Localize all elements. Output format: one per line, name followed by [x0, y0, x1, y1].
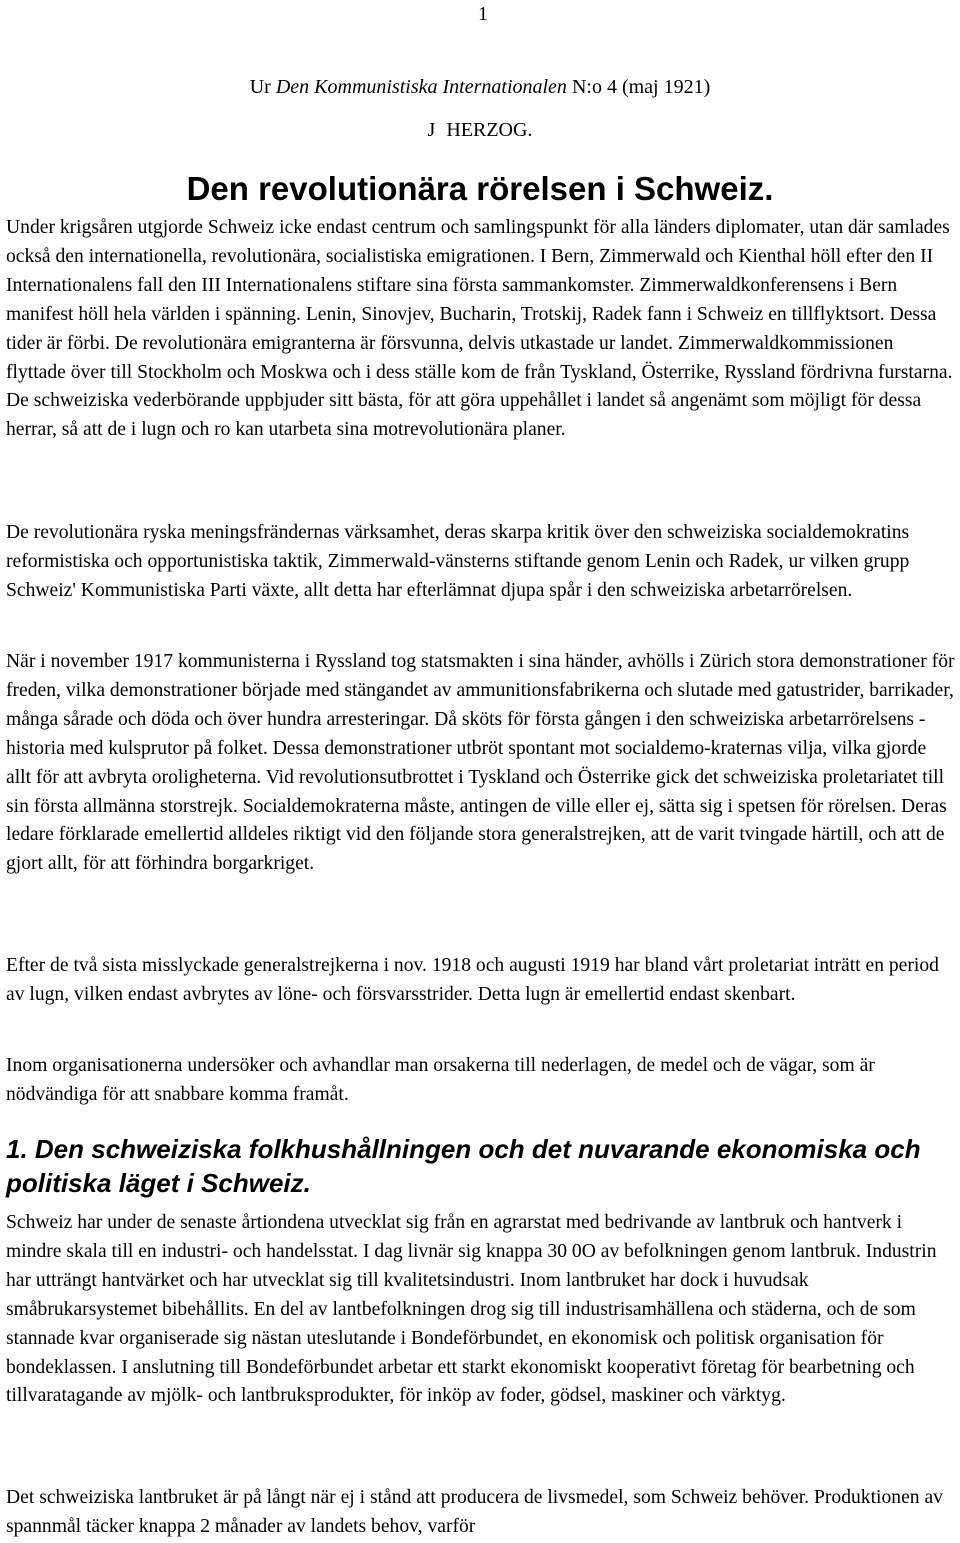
- paragraph-1: Under krigsåren utgjorde Schweiz icke endast centrum och samlingspunkt för alla länders diplomater, utan där samlades också den internationella, revolutionära, socialistiska emigrationen. I Bern, Zimmerwald och Kienthal höll efter den II Internationalens fall den III Internationalens stiftare sina första sammankomster. Zimmerwaldkonferensens i Bern manifest höll hela världen i spänning. Lenin, Sinovjev, Bucharin, Trotskij, Radek fann i Schweiz en tillflyktsort. Dessa tider är förbi. De revolutionära emigranterna är försvunna, delvis utkastade ur landet. Zimmerwaldkommissionen flyttade över till Stockholm och Moskwa och i dess ställe kom de från Tyskland, Österrike, Ryssland fördrivna furstarna. De schweiziska vederbörande uppbjuder sitt bästa, för att göra uppehållet i landet så angenämt som möjligt för dessa herrar, så att de i lugn och ro kan utarbeta sina motrevolutionära planer.: [6, 217, 953, 441]
- page-title: Den revolutionära rörelsen i Schweiz.: [186, 170, 774, 207]
- paragraph-3: När i november 1917 kommunisterna i Ryssland tog statsmakten i sina händer, avhölls i Zürich stora demonstrationer för freden, vilka demonstrationer började med stängandet av ammunitionsfabrikerna och slutade med gatustrider, barrikader, många sårade och döda och över hundra arresteringar. Då sköts för första gången i den schweiziska arbetarrörelsens - historia med kulsprutor på folket. Dessa demonstrationer utbröt spontant mot socialdemo-kraternas vilja, vilka gjorde allt för att avbryta oroligheterna. Vid revolutionsutbrottet i Tyskland och Österrike gick det schweiziska proletariatet till sin första allmänna storstrejk. Socialdemokraterna måste, antingen de ville eller ej, sätta sig i spetsen för rörelsen. Deras ledare förklarade emellertid alldeles riktigt vid den följande stora generalstrejken, att de varit tvingade härtill, och att de gjort allt, för att förhindra borgarkriget.: [6, 651, 955, 875]
- paragraph-2: De revolutionära ryska meningsfrändernas värksamhet, deras skarpa kritik över den schweiziska socialdemokratins reformistiska och opportunistiska taktik, Zimmerwald-vänsterns stiftande genom Lenin och Radek, ur vilken grupp Schweiz' Kommunistiska Parti växte, allt detta har efterlämnat djupa spår i den schweiziska arbetarrörelsen.: [6, 522, 910, 601]
- source-line: [0, 74, 960, 100]
- paragraph-4: Efter de två sista misslyckade generalstrejkerna i nov. 1918 och augusti 1919 har bland vårt proletariat inträtt en period av lugn, vilken endast avbrytes av löne- och försvarsstrider. Detta lugn är emellertid endast skenbart.: [6, 955, 939, 1005]
- section-paragraph-2: Det schweiziska lantbruket är på långt när ej i stånd att producera de livsmedel, som Schweiz behöver. Produktionen av spannmål täcker knappa 2 månader av landets behov, varför: [6, 1487, 943, 1537]
- source-prefix: Ur: [249, 76, 276, 98]
- section-heading: 1. Den schweiziska folkhushållningen och det nuvarande ekonomiska och politiska läget i Schweiz.: [6, 1134, 921, 1198]
- author-line: J HERZOG.: [427, 119, 533, 141]
- issue-info: N:o 4 (maj 1921): [566, 76, 711, 98]
- page-number: 1: [478, 3, 488, 25]
- section-paragraph-1: Schweiz har under de senaste årtiondena utvecklat sig från en agrarstat med bedrivande av lantbruk och hantverk i mindre skala till en industri- och handelsstat. I dag livnär sig knappa 30 0O av befolkningen genom lantbruk. Industrin har utträngt hantvärket och har utvecklat sig till kvalitetsindustri. Inom lantbruket har dock i huvudsak småbrukarsystemet bibehållits. En del av lantbefolkningen drog sig till industrisamhällena och städerna, och de som stannade kvar organiserade sig nästan uteslutande i Bondeförbundet, en ekonomisk och politisk organisation för bondeklassen. I anslutning till Bondeförbundet arbetar ett starkt ekonomiskt kooperativt företag för bearbetning och tillvaratagande av mjölk- och lantbruksprodukter, för inköp av foder, gödsel, maskiner och värktyg.: [6, 1212, 937, 1407]
- publication-name: Den Kommunistiska Internationalen: [275, 76, 567, 98]
- paragraph-5: Inom organisationerna undersöker och avhandlar man orsakerna till nederlagen, de medel och de vägar, som är nödvändiga för att snabbare komma framåt.: [6, 1055, 875, 1105]
